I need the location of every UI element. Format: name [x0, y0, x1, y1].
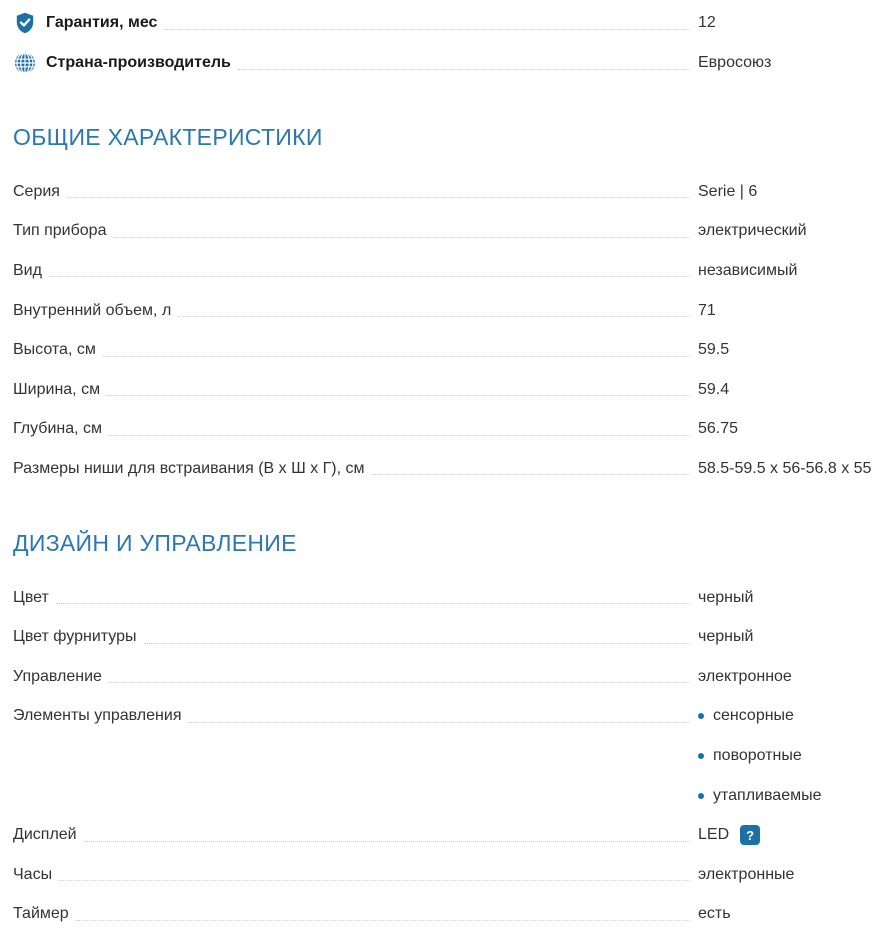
leader-dots	[59, 880, 690, 881]
spec-value: 56.75	[698, 420, 739, 438]
spec-value: 58.5-59.5 x 56-56.8 x 55	[698, 459, 872, 477]
spec-label: Размеры ниши для встраивания (В х Ш х Г), см	[13, 459, 365, 477]
bullet-icon	[698, 713, 704, 719]
spec-value: Евросоюз	[698, 54, 772, 71]
leader-dots	[178, 316, 690, 317]
leader-dots	[76, 920, 690, 921]
spec-label: Цвет фурнитуры	[13, 628, 137, 646]
spec-value	[698, 747, 888, 765]
spec-label: Таймер	[13, 905, 69, 923]
spec-row-depth	[0, 410, 888, 450]
spec-value	[698, 787, 888, 805]
spec-row-control-elements-2	[0, 736, 888, 776]
spec-value: 59.5	[698, 341, 730, 359]
spec-row-series	[0, 172, 888, 212]
spec-value: электронное	[698, 667, 792, 685]
spec-value: 59.4	[698, 380, 730, 398]
spec-label: Управление	[13, 667, 102, 685]
help-icon[interactable]: ?	[740, 825, 760, 845]
spec-row-country	[0, 43, 888, 83]
spec-row-height	[0, 330, 888, 370]
leader-dots	[238, 69, 690, 70]
leader-dots	[67, 197, 690, 198]
spec-value-item: поворотные	[713, 746, 802, 764]
spec-value: электронные	[698, 865, 795, 883]
spec-value: 12	[698, 14, 716, 31]
spec-label: Высота, см	[13, 341, 96, 359]
leader-dots	[103, 356, 690, 357]
leader-dots	[109, 682, 690, 683]
spec-row-warranty	[0, 3, 888, 43]
spec-label: Ширина, см	[13, 380, 101, 398]
spec-label: Гарантия, мес	[46, 14, 158, 31]
spec-label: Элементы управления	[13, 707, 182, 725]
leader-dots	[109, 435, 690, 436]
leader-dots	[107, 395, 690, 396]
section-title-design: ДИЗАЙН И УПРАВЛЕНИЕ	[13, 529, 297, 556]
spec-label: Серия	[13, 182, 60, 200]
spec-value: электрический	[698, 222, 807, 240]
spec-value-text: LED	[698, 826, 730, 844]
spec-value: Serie | 6	[698, 182, 758, 200]
spec-row-volume	[0, 291, 888, 331]
spec-value: черный	[698, 588, 754, 606]
bullet-icon	[698, 793, 704, 799]
spec-row-timer	[0, 895, 888, 935]
spec-row-color	[0, 578, 888, 618]
spec-value	[698, 707, 888, 725]
spec-row-control-elements-3	[0, 776, 888, 816]
spec-value	[698, 825, 888, 845]
spec-label: Вид	[13, 261, 42, 279]
spec-label: Цвет	[13, 588, 49, 606]
spec-label: Дисплей	[13, 826, 77, 844]
leader-dots	[144, 643, 691, 644]
spec-row-device-type	[0, 212, 888, 252]
leader-dots	[56, 603, 690, 604]
spec-value: черный	[698, 628, 754, 646]
section-title-general: ОБЩИЕ ХАРАКТЕРИСТИКИ	[13, 124, 323, 150]
spec-row-kind	[0, 251, 888, 291]
spec-label: Глубина, см	[13, 420, 103, 438]
spec-row-width	[0, 370, 888, 410]
spec-value-item: утапливаемые	[713, 786, 822, 804]
leader-dots	[113, 237, 690, 238]
spec-row-clock	[0, 855, 888, 895]
spec-row-display	[0, 815, 888, 855]
spec-row-control	[0, 657, 888, 697]
spec-label: Часы	[13, 865, 53, 883]
spec-row-niche-size	[0, 449, 888, 489]
globe-icon	[13, 51, 37, 75]
spec-value: 71	[698, 301, 716, 319]
spec-label: Тип прибора	[13, 222, 107, 240]
spec-row-hardware-color	[0, 617, 888, 657]
leader-dots	[188, 722, 690, 723]
spec-value-item: сенсорные	[713, 707, 794, 725]
spec-row-control-elements	[0, 697, 888, 737]
spec-value: есть	[698, 905, 731, 923]
bullet-icon	[698, 753, 704, 759]
shield-check-icon	[13, 11, 37, 35]
spec-label: Внутренний объем, л	[13, 301, 172, 319]
leader-dots	[164, 29, 690, 30]
spec-value: независимый	[698, 261, 798, 279]
spec-label: Страна-производитель	[46, 54, 231, 71]
leader-dots	[84, 841, 690, 842]
leader-dots	[49, 276, 690, 277]
leader-dots	[372, 474, 690, 475]
